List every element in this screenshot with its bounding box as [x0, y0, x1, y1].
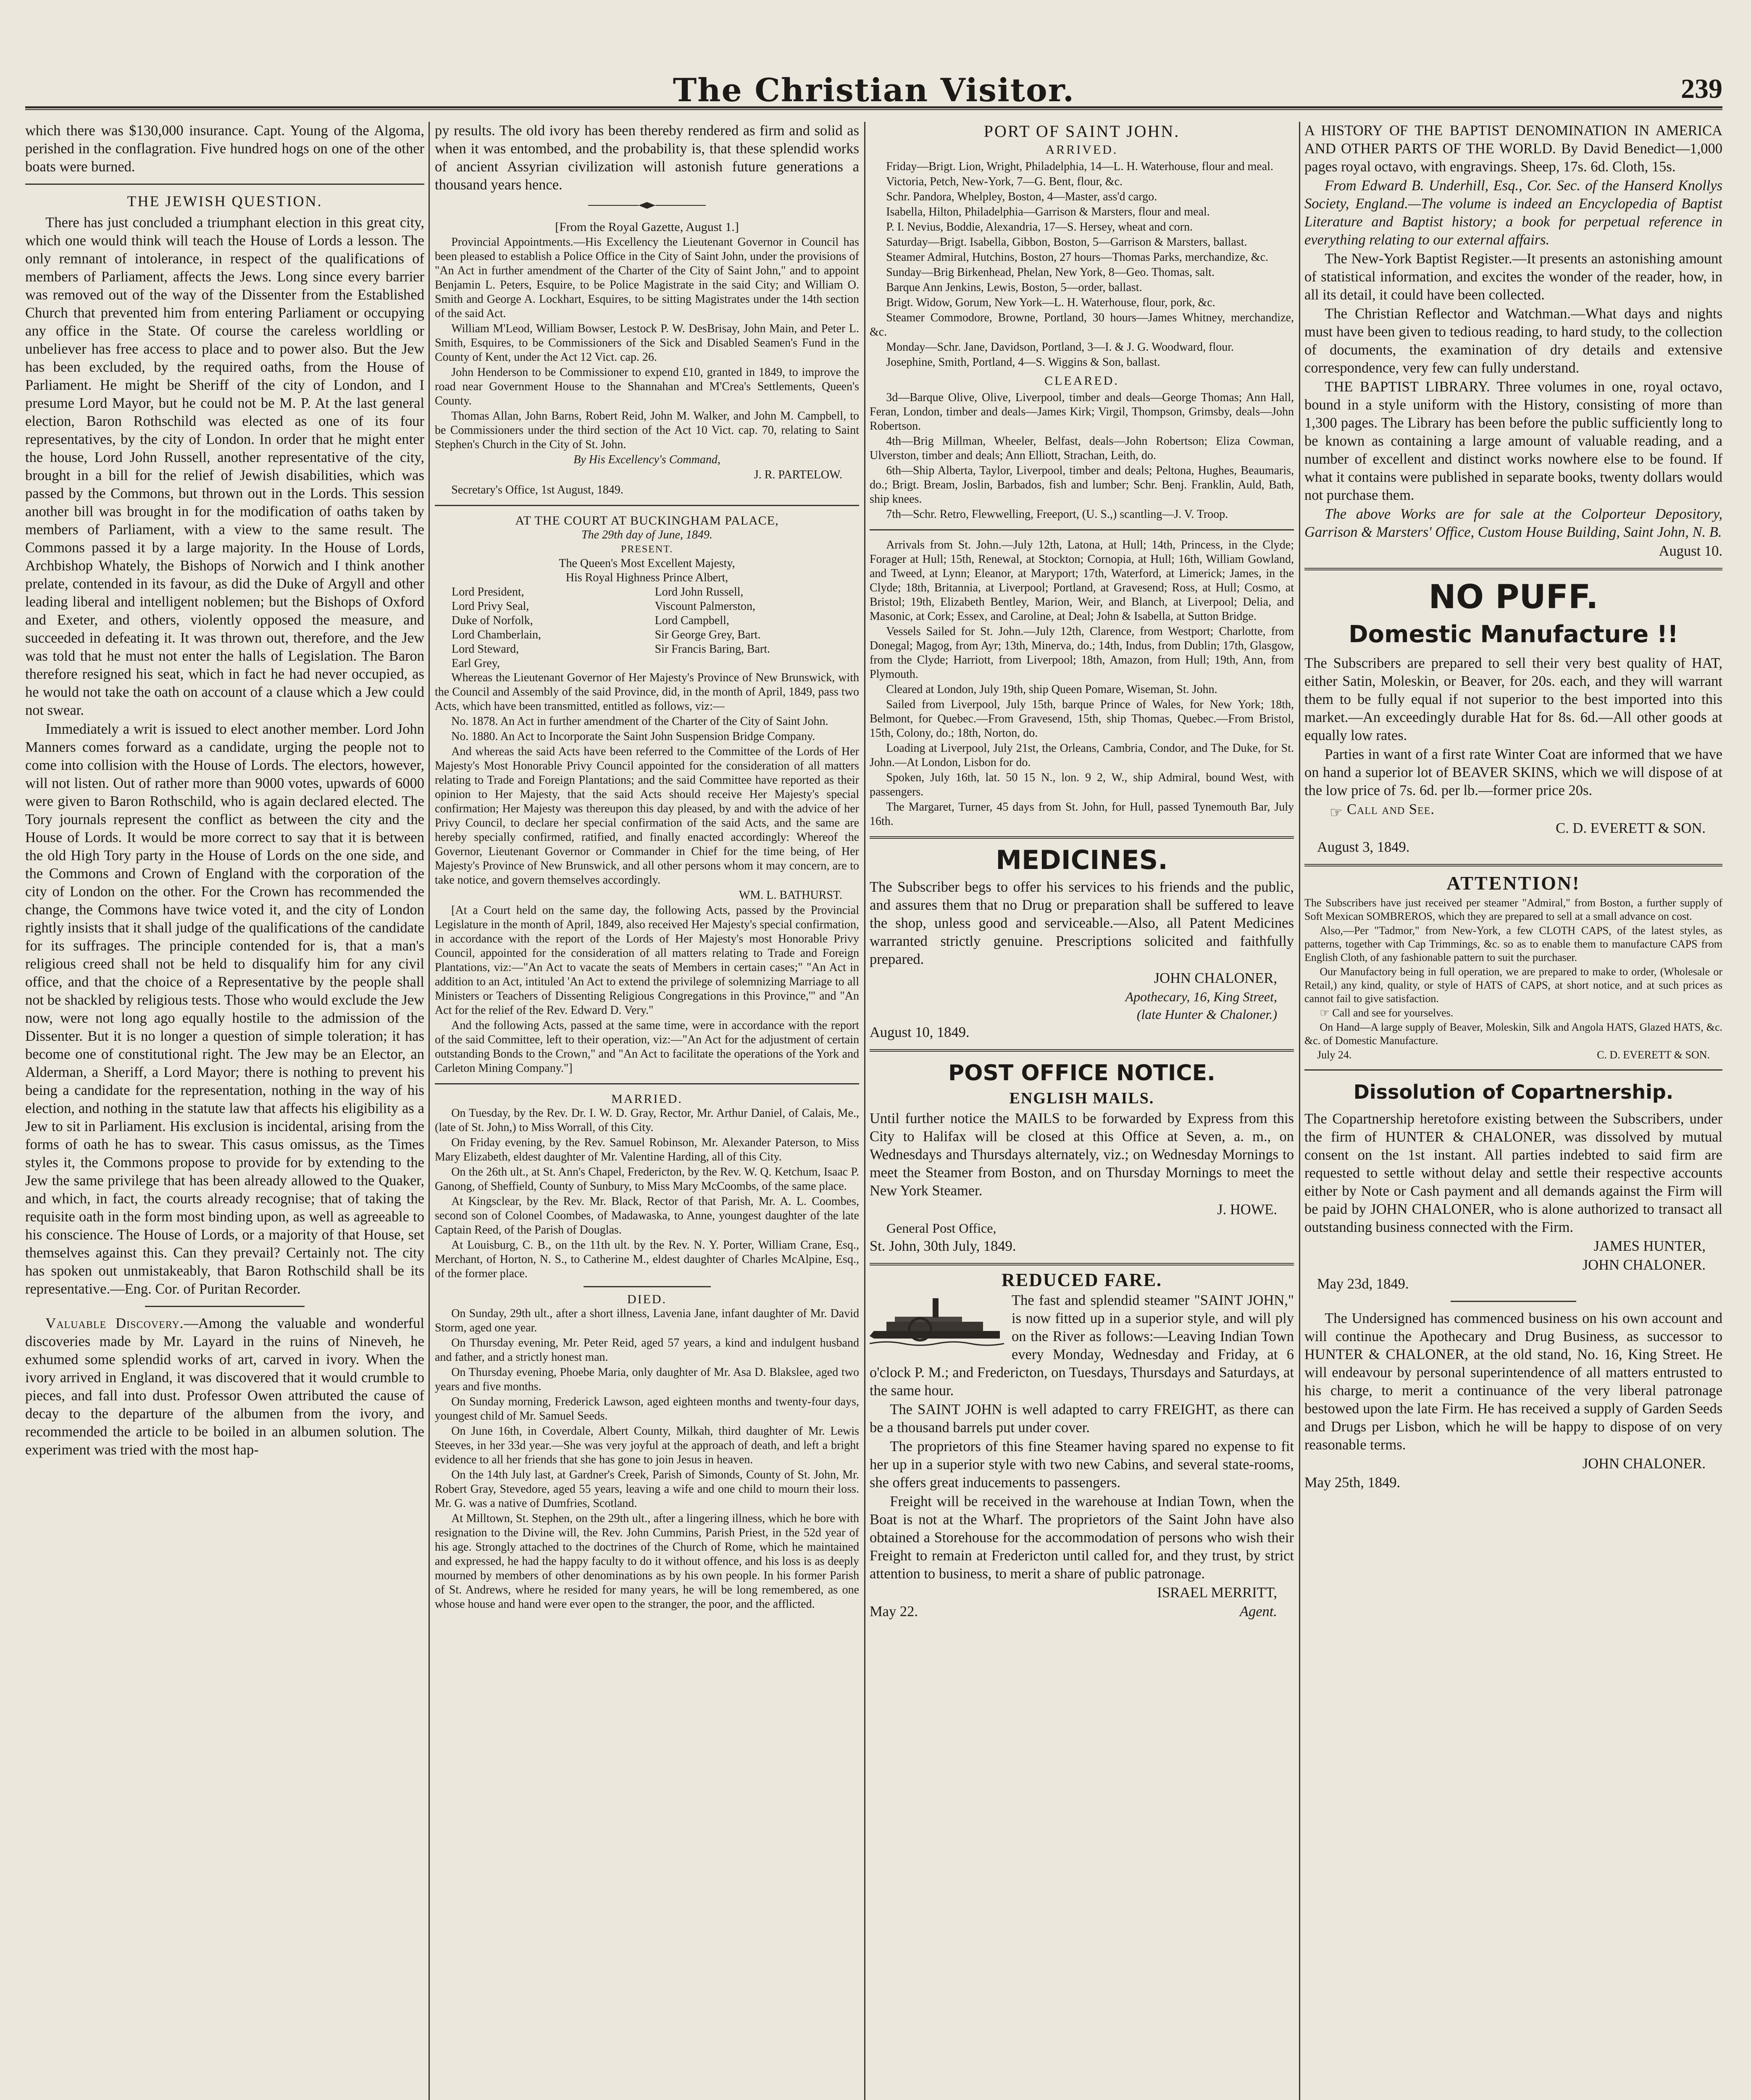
- medicines-signature-address: Apothecary, 16, King Street,: [1125, 989, 1277, 1004]
- arrival-entry: Saturday—Brigt. Isabella, Gibbon, Boston, 5—Garrison & Marsters, ballast.: [886, 236, 1247, 249]
- death-notice: At Milltown, St. Stephen, on the 29th ult., after a lingering illness, which he bore with resignation to the Divine will, the Rev. John Cummins, Parish Priest, in the 52d year of his age. Strongly attached to the doctrines of the Church of Rome, which he maintained and expressed, he had the happy faculty to do it without offence, and his loss is as deeply mourned by members of other denominations as by his own people. In his former Parish of St. Andrews, where he resided for many years, he will be long remembered, as one whose house and hand were ever open to the stranger, the poor, and the afflicted.: [435, 1512, 859, 1611]
- section-rule: [435, 505, 859, 506]
- arrival-entry: Sunday—Brig Birkenhead, Phelan, New York, 8—Geo. Thomas, salt.: [886, 266, 1215, 279]
- court-present: PRESENT.: [620, 544, 673, 555]
- attention-date: July 24.: [1317, 1049, 1352, 1061]
- section-rule: [870, 529, 1294, 530]
- clearance-entry: 6th—Ship Alberta, Taylor, Liverpool, timber and deals; Peltona, Hughes, Beaumaris, do.; Brigt. Bream, Joslin, Barbados, fish and lumber; Schr. Benj. Franklin, Auld, Bath, ship knees.: [870, 464, 1294, 506]
- gazette-source: [From the Royal Gazette, August 1.]: [555, 220, 739, 234]
- medicines-signature-note: (late Hunter & Chaloner.): [1136, 1007, 1277, 1022]
- english-mails-heading: ENGLISH MAILS.: [1009, 1089, 1154, 1107]
- jewish-question-paragraph-2: Immediately a writ is issued to elect another member. Lord John Manners comes forward as a candidate, urging the people not to come into collision with the House of Lords. The electors, however, will not listen. Out of rather more than 9000 votes, upwards of 6000 were given to Baron Rothschild, who is again declared elected. The Tory journals represent the conflict as between the city and the House of Lords. It would be more correct to say that it is between the old High Tory party in the House of Lords on the one side, and the Commons and Crown of England with the corporation of the city of London on the other. For the Crown has recommended the change, the Commons have twice voted it, and the city of London rightly insists that it shall judge of the qualifications of the candidate for its suffrages. The principle contended for is, that a man's religious creed shall not be held to disqualify him for any civil office, and that the choice of a Representative by the people shall not be shackled by religious tests. Those who would exclude the Jew now, were not long ago equally hostile to the admission of the Dissenter. But it is no longer a question of simple toleration; it has become one of constitutional right. The Jew may be an Elector, an Alderman, a Sheriff, a Lord Mayor; there is nothing to prevent his being a candidate for the representation, nothing in the way of his election, and nothing in the statute law that affects his eligibility as a Jew to sit in Parliament. His exclusion is incidental, arising from the forms of oath he has to swear. This casus omissus, as the Times styles it, the Commons propose to provide for by extending to the Jew the same privilege that has been already allowed to the Quaker, and which, in fact, the courts already recognise; that of taking the requisite oath in the form most binding upon, as well as agreeable to his conscience. The House of Lords, or a majority of that House, set themselves against this. Can they prevail? Certainly not. The city has spoken out unmistakeably, that Baron Rothschild shall be its representative.—Eng. Cor. of Puritan Recorder.: [25, 721, 424, 1297]
- section-rule: [145, 1306, 305, 1307]
- dissolution-signature: JAMES HUNTER,: [1593, 1238, 1706, 1254]
- attention-call-text: Call and see for yourselves.: [1332, 1007, 1454, 1019]
- dissolution-date: May 23d, 1849.: [1317, 1276, 1409, 1292]
- arrival-entry: P. I. Nevius, Boddie, Alexandria, 17—S. Hersey, wheat and corn.: [886, 220, 1193, 234]
- lords-row: [435, 585, 859, 599]
- lord-name: Lord Chamberlain,: [452, 628, 542, 641]
- section-rule: [870, 836, 1294, 839]
- lords-row: [435, 656, 859, 671]
- reduced-fare-paragraph: The proprietors of this fine Steamer having spared no expense to fit her up in a superior style with two new Cabins, and several state-rooms, she offers great inducements to passengers.: [870, 1438, 1294, 1491]
- dissolution-paragraph: The Copartnership heretofore existing between the Subscribers, under the firm of HUNTER & CHALONER, was dissolved by mutual consent on the 1st instant. All parties indebted to said firm are requested to settle without delay and settle their respective accounts either by Note or Cash payment and all demands against the Firm will be paid by JOHN CHALONER, who is alone authorized to transact all outstanding business connected with the Firm.: [1304, 1111, 1722, 1235]
- section-rule: [435, 1083, 859, 1084]
- gazette-signature: J. R. PARTELOW.: [754, 468, 842, 481]
- port-heading: PORT OF SAINT JOHN.: [983, 122, 1180, 141]
- reduced-fare-heading: REDUCED FARE.: [1001, 1270, 1162, 1290]
- lords-list: [435, 585, 859, 671]
- married-notice: On Friday evening, by the Rev. Samuel Robinson, Mr. Alexander Paterson, to Miss Mary Elizabeth, eldest daughter of Mr. Valentine Harding, all of this City.: [435, 1136, 859, 1163]
- arrival-entry: Barque Ann Jenkins, Lewis, Boston, 5—order, ballast.: [886, 281, 1142, 294]
- column-divider: [429, 122, 430, 2100]
- sale-date: August 10.: [1659, 543, 1722, 559]
- court-paragraph: No. 1880. An Act to Incorporate the Saint John Suspension Bridge Company.: [451, 730, 815, 743]
- married-list: [435, 1106, 859, 1281]
- death-notice: On June 16th, in Coverdale, Albert County, Milkah, third daughter of Mr. Lewis Steeves, in her 33d year.—She was very joyful at the approach of death, and left a bright evidence to all her friends that she has gone to join Jesus in heaven.: [435, 1425, 859, 1466]
- underhill-review: From Edward B. Underhill, Esq., Cor. Sec. of the Hanserd Knollys Society, England.—The volume is indeed an Encyclopedia of Baptist Literature and Baptist history; a book for perpetual reference in everything relating to our external affairs.: [1304, 178, 1722, 248]
- married-notice: On the 26th ult., at St. Ann's Chapel, Fredericton, by the Rev. W. Q. Ketchum, Isaac P. Ganong, of Sheffield, County of Sunbury, to Miss Mary McCoombs, of the same place.: [435, 1166, 859, 1193]
- arrived-list: [870, 160, 1294, 370]
- masthead: [25, 67, 1722, 118]
- lords-row: [435, 642, 859, 656]
- coat-advert-paragraph: Parties in want of a first rate Winter Coat are informed that we have on hand a superior lot of BEAVER SKINS, which we will dispose of at the low price of 7s. 6d. per lb.—former price 20s.: [1304, 746, 1722, 798]
- married-notice: At Kingsclear, by the Rev. Mr. Black, Rector of that Parish, Mr. A. L. Coombes, second son of Colonel Coombes, of Madawaska, to Anne, youngest daughter of the late Captain Reed, of the Parish of Douglas.: [435, 1195, 859, 1236]
- dissolution-signature: JOHN CHALONER.: [1582, 1257, 1706, 1273]
- section-rule: [1304, 568, 1722, 570]
- died-list: [435, 1307, 859, 1612]
- lords-row: [435, 614, 859, 628]
- chaloner-signature: JOHN CHALONER.: [1582, 1456, 1706, 1472]
- baptist-library-advert: THE BAPTIST LIBRARY. Three volumes in one, royal octavo, bound in a style uniform with the History, consisting of more than 1,300 pages. The Library has been before the public sufficiently long to be known as containing a large amount of valuable reading, and a number of excellent and distinct works nowhere else to be found. If what it contains were published in separate books, twenty dollars would not purchase them.: [1304, 379, 1722, 503]
- gazette-paragraph: Thomas Allan, John Barns, Robert Reid, John M. Walker, and John M. Campbell, to be Commissioners under the third section of the Act 10 Vict. cap. 70, relating to Saint Stephen's Church in the City of St. John.: [435, 410, 859, 451]
- arrival-entry: Steamer Admiral, Hutchins, Boston, 27 hours—Thomas Parks, merchandize, &c.: [886, 251, 1269, 264]
- post-office-paragraph: Until further notice the MAILS to be forwarded by Express from this City to Halifax will be closed at this Office at Seven, a. m., on Wednesdays and Thursdays alternately, viz.; on Wednesday Mornings to meet the Steamer from Boston, and on Thursday Mornings to meet the New York Steamer.: [870, 1110, 1294, 1199]
- clearance-entry: 3d—Barque Olive, Olive, Liverpool, timber and deals—George Thomas; Ann Hall, Feran, London, timber and deals—James Kirk; Virgil, Thompson, Grimsby, deals—John Robertson.: [870, 391, 1294, 433]
- attention-paragraph: On Hand—A large supply of Beaver, Moleskin, Silk and Angola HATS, Glazed HATS, &c. &c. of Domestic Manufacture.: [1304, 1021, 1722, 1047]
- death-notice: On Sunday morning, Frederick Lawson, aged eighteen months and twenty-four days, youngest child of Mr. Samuel Seeds.: [435, 1395, 859, 1423]
- lord-name: Sir George Grey, Bart.: [655, 628, 761, 641]
- arrival-entry: Isabella, Hilton, Philadelphia—Garrison & Marsters, flour and meal.: [886, 205, 1210, 218]
- attention-paragraph: Our Manufactory being in full operation, we are prepared to make to order, (Wholesale or Retail,) any kind, quality, or style of HATS of CAPS, at short notice, and at such prices as cannot fail to give satisfaction.: [1304, 966, 1722, 1005]
- court-paragraph: Whereas the Lieutenant Governor of Her Majesty's Province of New Brunswick, with the Council and Assembly of the said Province, did, in the month of April, 1849, pass two Acts, which have been transmitted, entitled as follows, viz:—: [435, 671, 859, 713]
- sale-notice: The above Works are for sale at the Colporteur Depository, Garrison & Marsters' Office, Custom House Building, Saint John, N. B.: [1304, 506, 1722, 540]
- medicines-date: August 10, 1849.: [870, 1024, 970, 1040]
- valuable-discovery-lead: Valuable Discovery.: [45, 1315, 184, 1331]
- page-number: 239: [1681, 74, 1722, 104]
- column-3: [870, 122, 1294, 2100]
- arrival-entry: Schr. Pandora, Whelpley, Boston, 4—Master, ass'd cargo.: [886, 190, 1157, 203]
- no-puff-heading: NO PUFF.: [1428, 578, 1599, 616]
- section-rule: [584, 1286, 711, 1287]
- lord-name: Lord Campbell,: [655, 614, 729, 627]
- newspaper-title: The Christian Visitor.: [673, 71, 1075, 109]
- reduced-fare-paragraph: The fast and splendid steamer "SAINT JOHN," is now fitted up in a superior style, and will ply on the River as follows:—Leaving Indian Town every Monday, Wednesday and Friday, at 6 o'clock P. M.; and Fredericton, on Tuesdays, Thursdays and Saturdays, at the same hour.: [870, 1292, 1294, 1399]
- reduced-fare-paragraph: Freight will be received in the warehouse at Indian Town, when the Boat is not at the Wharf. The proprietors of the Saint John have also obtained a Storehouse for the accommodation of persons who wish their Freight to remain at Fredericton until called for, and they trust, by strict attention to business, to merit a share of public patronage.: [870, 1494, 1294, 1582]
- puff-date: August 3, 1849.: [1317, 839, 1410, 855]
- reduced-fare-date: May 22.: [870, 1604, 918, 1620]
- pointing-hand-icon: ☞: [1330, 805, 1343, 821]
- medicines-signature: JOHN CHALONER,: [1154, 970, 1277, 986]
- lord-name: Lord Steward,: [452, 643, 519, 656]
- clearance-entry: 7th—Schr. Retro, Flewwelling, Freeport, (U. S.,) scantling—J. V. Troop.: [886, 508, 1228, 521]
- reduced-fare-signature: ISRAEL MERRITT,: [1157, 1585, 1277, 1601]
- post-office-date: St. John, 30th July, 1849.: [870, 1238, 1016, 1254]
- arrival-entry: Monday—Schr. Jane, Davidson, Portland, 3—I. & J. G. Woodward, flour.: [886, 341, 1234, 354]
- reduced-fare-footer: [870, 1603, 1294, 1621]
- section-rule: [1304, 864, 1722, 866]
- lord-name: Earl Grey,: [452, 657, 500, 670]
- attention-paragraph: Also,—Per "Tadmor," from New-York, a few CLOTH CAPS, of the latest styles, as patterns, together with Cap Trimmings, &c. so as to enable them to manufacture CAPS from English Cloth, of any fashionable pattern to suit the purchaser.: [1304, 924, 1722, 963]
- chaloner-paragraph: The Undersigned has commenced business on his own account and will continue the Apothecary and Drug Business, as successor to HUNTER & CHALONER, at the old stand, No. 16, King Street. He will endeavour by personal superintendence of all matters entrusted to his charge, to merit a continuance of the very liberal patronage bestowed upon the late Firm. He has received a supply of Garden Seeds and Drugs per Lisbon, which he will be happy to dispose of on very reasonable terms.: [1304, 1310, 1722, 1453]
- call-and-see: [1304, 801, 1722, 819]
- call-and-see-text: Call and See.: [1346, 801, 1435, 817]
- married-notice: At Louisburg, C. B., on the 11th ult. by the Rev. N. Y. Porter, William Crane, Esq., Merchant, of Horton, N. S., to Catherine M., eldest daughter of Charles McAlpine, Esq., of the former place.: [435, 1239, 859, 1280]
- arrival-entry: Victoria, Petch, New-York, 7—G. Bent, flour, &c.: [886, 175, 1123, 188]
- death-notice: On Sunday, 29th ult., after a short illness, Lavenia Jane, infant daughter of Mr. David Storm, aged one year.: [435, 1307, 859, 1334]
- section-rule: [25, 184, 424, 185]
- court-signature: WM. L. BATHURST.: [739, 889, 842, 902]
- jewish-question-paragraph-1: There has just concluded a triumphant election in this great city, which one would think will teach the House of Lords a lesson. The only remnant of intolerance, in respect of the qualifications of members of Parliament, affects the Jews. Long since every barrier was removed out of the way of the Dissenter from the Established Church that prevented him from entering Parliament or occupying any office in the State. Of course the careless worldling or unbeliever has free access to place and to power also. But the Jew has been excluded, by the required oaths, from the House of Parliament. He might be Sheriff of the city of London, and I presume Lord Mayor, but he could not be M. P. At the last general election, Baron Rothschild was elected as one of its four representatives, by the city of London. In order that he might enter the house, Lord John Russell, another representative of the city, brought in a bill for the relief of Jewish disabilities, which was passed by the Commons, but thrown out in the Lords. This session another bill was brought in for the modification of oaths taken by members of Parliament, with a view to the same result. The Commons passed it by a large majority. In the House of Lords, Archbishop Whately, the Bishops of Norwich and I think another prelate, contended in its favour, as did the Duke of Argyll and other leading liberal and intelligent noblemen; but the Bishops of Oxford and Exeter, and others, violently opposed the measure, and succeeded in defeating it. It was thrown out, therefore, and the Jew was told that he must not enter the halls of Legislation. The Baron therefore resigned his seat, which in fact he had never occupied, as he would not take the oath on account of a clause which a Jew could not swear.: [25, 215, 424, 718]
- death-notice: On Thursday evening, Phoebe Maria, only daughter of Mr. Asa D. Blakslee, aged two years and five months.: [435, 1366, 859, 1393]
- domestic-manufacture-heading: Domestic Manufacture !!: [1349, 621, 1678, 648]
- lord-name: [655, 656, 842, 671]
- gazette-paragraph: Provincial Appointments.—His Excellency the Lieutenant Governor in Council has been pleased to establish a Police Office in the City of Saint John, under the provisions of "An Act in further amendment of the Charter of the City of Saint John," and to appoint Benjamin L. Peters, Esquire, to be Police Magistrate in the said City; and William O. Smith and George A. Lockhart, Esquires, to be sitting Magistrates under the 14th section of the said Act.: [435, 236, 859, 320]
- section-rule: [1451, 1301, 1576, 1302]
- gazette-paragraph: William M'Leod, William Bowser, Lestock P. W. DesBrisay, John Main, and Peter L. Smith, Esquires, to be Commissioners of the Sick and Disabled Seamen's Fund in the County of Kent, under the Act 12 Vict. cap. 26.: [435, 322, 859, 364]
- court-paragraph: And the following Acts, passed at the same time, were in accordance with the report of the said Committee, left to their operation, viz:—"An Act for the adjustment of certain outstanding Bonds to the Crown," and "An Act to facilitate the operations of the York and Carleton Mining Company."]: [435, 1019, 859, 1075]
- court-prince: His Royal Highness Prince Albert,: [565, 571, 728, 584]
- column-1: [25, 122, 424, 2100]
- hat-advert-paragraph: The Subscribers are prepared to sell their very best quality of HAT, either Satin, Moleskin, or Beaver, for 20s. each, and they will warrant them to be fully equal if not superior to the best imported into this market.—An exceedingly durable Hat for 8s. 6d.—All other goods at equally low rates.: [1304, 655, 1722, 743]
- column-4: [1304, 122, 1722, 2100]
- valuable-discovery-paragraph: [25, 1315, 424, 1459]
- ornament-divider: [435, 200, 859, 214]
- arrived-heading: ARRIVED.: [1045, 143, 1118, 157]
- medicines-paragraph: The Subscriber begs to offer his services to his friends and the public, and assures them that no Drug or preparation shall be suffered to leave the shop, unless good and serviceable.—Also, all Patent Medicines warranted strictly genuine. Prescriptions solicited and faithfully prepared.: [870, 879, 1294, 967]
- gazette-command: By His Excellency's Command,: [573, 453, 720, 466]
- gazette-office: Secretary's Office, 1st August, 1849.: [451, 483, 623, 496]
- chaloner-date: May 25th, 1849.: [1304, 1475, 1401, 1491]
- shipping-paragraph: Spoken, July 16th, lat. 50 15 N., lon. 9 2, W., ship Admiral, bound West, with passengers.: [870, 771, 1294, 798]
- reduced-fare-agent: Agent.: [1239, 1604, 1277, 1620]
- shipping-paragraph: Sailed from Liverpool, July 15th, barque Prince of Wales, for New York; 18th, Belmont, for Quebec.—From Gravesend, 15th, ship Thomas, Quebec.—From Bristol, 15th, Colony, do.; 18th, Norton, do.: [870, 698, 1294, 740]
- court-paragraph: No. 1878. An Act in further amendment of the Charter of the City of Saint John.: [451, 715, 828, 728]
- attention-call: [1304, 1006, 1722, 1020]
- steamboat-icon: [870, 1294, 1004, 1349]
- valuable-discovery-text: —Among the valuable and wonderful discoveries made by Mr. Layard in the ruins of Nineveh, he exhumed some splendid works of art, carved in ivory. When the ivory arrived in England, it was discovered that it would crumble to pieces, and fall into dust. Professor Owen attributed the cause of decay to the departure of the albumen from the ivory, and recommended the article to be boiled in an albumen solution. The experiment was tried with the most hap-: [25, 1315, 424, 1458]
- married-heading: MARRIED.: [611, 1092, 683, 1106]
- lord-name: Lord Privy Seal,: [452, 600, 529, 613]
- post-office-signature: J. HOWE.: [1217, 1202, 1277, 1218]
- shipping-paragraph: Loading at Liverpool, July 21st, the Orleans, Cambria, Condor, and The Duke, for St. John.—At London, Lisbon for do.: [870, 742, 1294, 769]
- section-rule: [870, 1049, 1294, 1052]
- attention-signature: C. D. EVERETT & SON.: [1597, 1049, 1710, 1061]
- died-heading: DIED.: [627, 1292, 667, 1306]
- gazette-paragraph: John Henderson to be Commissioner to expend £10, granted in 1849, to improve the road near Government House to the Shannahan and M'Crea's Settlements, Queen's County.: [435, 366, 859, 407]
- attention-footer: [1304, 1048, 1722, 1062]
- column-2: [435, 122, 859, 2100]
- reflector-review: The Christian Reflector and Watchman.—What days and nights must have been given to tedious reading, to hard study, to the collection of documents, the examination of dry details and extensive correspondence, very few can fully understand.: [1304, 306, 1722, 376]
- lord-name: Viscount Palmerston,: [655, 600, 756, 613]
- history-advert: A HISTORY OF THE BAPTIST DENOMINATION IN AMERICA AND OTHER PARTS OF THE WORLD. By David Benedict—1,000 pages royal octavo, with engravings. Sheep, 17s. 6d. Cloth, 15s.: [1304, 123, 1722, 175]
- court-date: The 29th day of June, 1849.: [581, 528, 712, 541]
- dissolution-heading: Dissolution of Copartnership.: [1353, 1081, 1674, 1103]
- cleared-list: [870, 391, 1294, 522]
- lords-row: [435, 628, 859, 642]
- court-paragraph: And whereas the said Acts have been referred to the Committee of the Lords of Her Majesty's Most Honorable Privy Council appointed for the consideration of all matters relating to Trade and Foreign Plantations; and the said Committee have reported as their opinion to Her Majesty, that the said Acts should receive Her Majesty's special confirmation; Her Majesty was thereupon this day pleased, by and with the advice of her Privy Council, to declare her special confirmation of the said Acts, and the same are hereby specially confirmed, ratified, and finally enacted accordingly: Whereof the Governor, Lieutenant Governor or Commander in Chief for the time being, of Her Majesty's Province of New Brunswick, and all other persons whom it may concern, are to take notice, and govern themselves accordingly.: [435, 745, 859, 887]
- post-office-heading: POST OFFICE NOTICE.: [948, 1060, 1215, 1086]
- jewish-question-heading: THE JEWISH QUESTION.: [127, 193, 323, 210]
- medicines-heading: MEDICINES.: [996, 845, 1168, 875]
- death-notice: On the 14th July last, at Gardner's Creek, Parish of Simonds, County of St. John, Mr. Robert Gray, Stevedore, aged 55 years, leaving a wife and one child to mourn their loss. Mr. G. was a native of Dumfries, Scotland.: [435, 1468, 859, 1510]
- ornament-icon: [584, 200, 710, 210]
- death-notice: On Thursday evening, Mr. Peter Reid, aged 57 years, a kind and indulgent husband and father, and a strictly honest man.: [435, 1336, 859, 1364]
- court-heading: AT THE COURT AT BUCKINGHAM PALACE,: [515, 514, 779, 528]
- attention-paragraph: The Subscribers have just received per steamer "Admiral," from Boston, a further supply of Soft Mexican SOMBREROS, which they are prepared to sell at a small advance on cost.: [1304, 897, 1722, 922]
- lord-name: Duke of Norfolk,: [452, 614, 533, 627]
- shipping-paragraph: The Margaret, Turner, 45 days from St. John, for Hull, passed Tynemouth Bar, July 16th.: [870, 801, 1294, 828]
- court-paragraph: [At a Court held on the same day, the following Acts, passed by the Provincial Legislature in the month of April, 1849, also received Her Majesty's special confirmation, in accordance with the report of the Lords of Her Majesty's most Honorable Privy Council, appointed for the consideration of all matters relating to Trade and Foreign Plantations, viz:—"An Act to vacate the seats of Members in certain cases;" "An Act in addition to an Act, intituled 'An Act to extend the privilege of solemnizing Marriage to all Ministers or Teachers of Dissenting Religious Congregations in this Province,'" and "An Act for the relief of the Rev. Edward D. Very.": [435, 904, 859, 1017]
- pointing-hand-icon: ☞: [1320, 1007, 1333, 1019]
- register-review: The New-York Baptist Register.—It presents an astonishing amount of statistical information, and excites the wonder of the reader, how, in all its detail, it could have been collected.: [1304, 251, 1722, 303]
- arrival-entry: Brigt. Widow, Gorum, New York—L. H. Waterhouse, flour, pork, &c.: [886, 296, 1215, 309]
- clearance-entry: 4th—Brig Millman, Wheeler, Belfast, deals—John Robertson; Eliza Cowman, Ulverston, timber and deals; Ann Elliott, Strachan, Leith, do.: [870, 435, 1294, 462]
- shipping-paragraph: Arrivals from St. John.—July 12th, Latona, at Hull; 14th, Princess, in the Clyde; Forager at Hull; 15th, Renewal, at Stockton; Cornopia, at Hull; 16th, William Gowland, and Tweed, at Lynn; Eleanor, at Maryport; 17th, Waterford, at Limerick; James, in the Clyde; 18th, Britannia, at Liverpool; Portland, at Gravesend; Ross, at Hull; Cosmo, at Bristol; 19th, Elizabeth Bentley, Marion, Weir, and Blanch, at Liverpool; Delia, and Masonic, at Cork; Essex, and Caroline, at Deal; John & Isabella, at Sutton Bridge.: [870, 538, 1294, 623]
- masthead-rule: [25, 106, 1722, 110]
- lords-row: [435, 599, 859, 614]
- court-majesty: The Queen's Most Excellent Majesty,: [559, 557, 735, 570]
- shipping-paragraph: Cleared at London, July 19th, ship Queen Pomare, Wiseman, St. John.: [886, 683, 1217, 696]
- arrival-entry: Josephine, Smith, Portland, 4—S. Wiggins & Son, ballast.: [886, 356, 1160, 369]
- lord-name: Lord President,: [452, 585, 524, 598]
- fire-report-end: which there was $130,000 insurance. Capt. Young of the Algoma, perished in the conflagration. Five hundred hogs on one of the other boats were burned.: [25, 123, 424, 175]
- shipping-paragraph: Vessels Sailed for St. John.—July 12th, Clarence, from Westport; Charlotte, from Donegal; Magog, from Ayr; 13th, Minerva, do.; 14th, Indus, from Dublin; 17th, Glasgow, from the Clyde; Harriott, from Liverpool; 18th, Amazon, from Hull; 19th, Ann, from Plymouth.: [870, 625, 1294, 681]
- lord-name: Sir Francis Baring, Bart.: [655, 643, 770, 656]
- column-divider: [1299, 122, 1300, 2100]
- lord-name: Lord John Russell,: [655, 585, 744, 598]
- reduced-fare-paragraph: The SAINT JOHN is well adapted to carry FREIGHT, as there can be a thousand barrels put under cover.: [870, 1402, 1294, 1436]
- column-divider: [864, 122, 865, 2100]
- attention-heading: ATTENTION!: [1446, 872, 1580, 894]
- arrival-entry: Steamer Commodore, Browne, Portland, 30 hours—James Whitney, merchandize, &c.: [870, 311, 1294, 339]
- discovery-continued: py results. The old ivory has been thereby rendered as firm and solid as when it was entombed, and the probability is, that these splendid works of ancient Assyrian civilization will astonish future generations a thousand years hence.: [435, 123, 859, 193]
- married-notice: On Tuesday, by the Rev. Dr. I. W. D. Gray, Rector, Mr. Arthur Daniel, of Calais, Me., (late of St. John,) to Miss Worrall, of this City.: [435, 1107, 859, 1134]
- arrival-entry: Friday—Brigt. Lion, Wright, Philadelphia, 14—L. H. Waterhouse, flour and meal.: [886, 160, 1273, 173]
- everett-signature: C. D. EVERETT & SON.: [1556, 820, 1706, 836]
- post-office-office: General Post Office,: [886, 1221, 996, 1236]
- cleared-heading: CLEARED.: [1044, 374, 1119, 388]
- section-rule: [870, 1263, 1294, 1265]
- section-rule: [1304, 1069, 1722, 1071]
